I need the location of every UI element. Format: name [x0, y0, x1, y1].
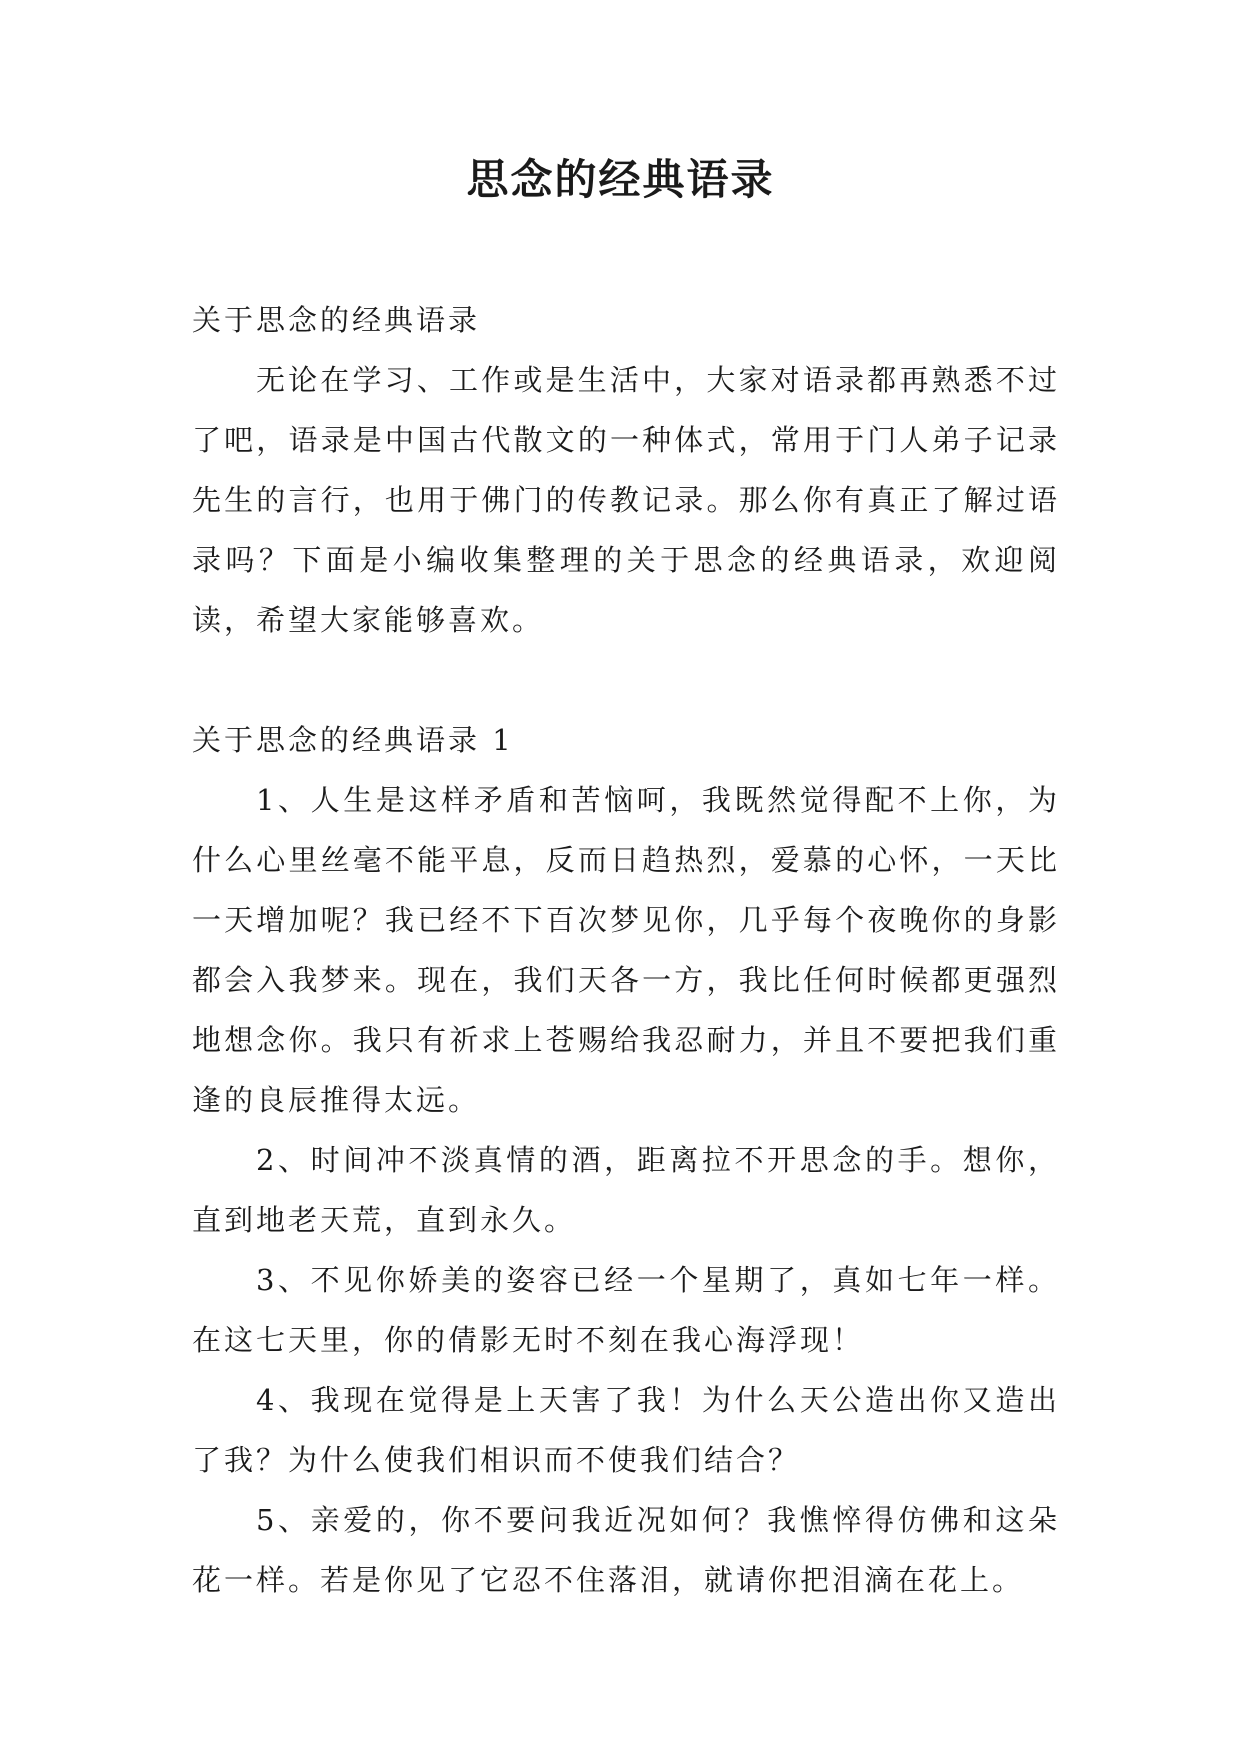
quote-paragraph: 4、我现在觉得是上天害了我！为什么天公造出你又造出了我？为什么使我们相识而不使我们结合？ [192, 1383, 1060, 1477]
quote-paragraph: 2、时间冲不淡真情的酒，距离拉不开思念的手。想你，直到地老天荒，直到永久。 [192, 1143, 1060, 1237]
section-spacer [192, 650, 1060, 710]
quote-paragraph: 3、不见你娇美的姿容已经一个星期了，真如七年一样。在这七天里，你的倩影无时不刻在我心海浮现！ [192, 1263, 1060, 1357]
document-body [192, 290, 1060, 1610]
document-title: 思念的经典语录 [466, 155, 775, 204]
intro-paragraph: 无论在学习、工作或是生活中，大家对语录都再熟悉不过了吧，语录是中国古代散文的一种体式，常用于门人弟子记录先生的言行，也用于佛门的传教记录。那么你有真正了解过语录吗？下面是小编收集整理的关于思念的经典语录，欢迎阅读，希望大家能够喜欢。 [192, 363, 1060, 637]
intro-heading: 关于思念的经典语录 [192, 303, 481, 337]
quote-paragraph: 5、亲爱的，你不要问我近况如何？我憔悴得仿佛和这朵花一样。若是你见了它忍不住落泪，就请你把泪滴在花上。 [192, 1503, 1060, 1597]
section-heading: 关于思念的经典语录 1 [192, 723, 514, 757]
quote-paragraph: 1、人生是这样矛盾和苦恼呵，我既然觉得配不上你，为什么心里丝毫不能平息，反而日趋热烈，爱慕的心怀，一天比一天增加呢？我已经不下百次梦见你，几乎每个夜晚你的身影都会入我梦来。现在，我们天各一方，我比任何时候都更强烈地想念你。我只有祈求上苍赐给我忍耐力，并且不要把我们重逢的良辰推得太远。 [192, 783, 1060, 1117]
